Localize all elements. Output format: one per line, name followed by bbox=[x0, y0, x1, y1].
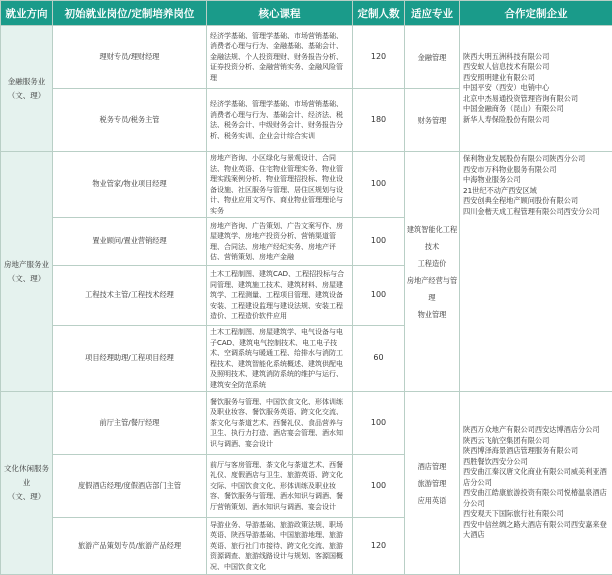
count-cell: 120 bbox=[353, 26, 405, 89]
major-cell: 财务管理 bbox=[405, 89, 460, 152]
table-row bbox=[1, 152, 612, 218]
position-cell: 税务专员/税务主管 bbox=[53, 89, 207, 152]
header-count: 定制人数 bbox=[353, 1, 405, 26]
enterprise-cell bbox=[460, 392, 612, 575]
header-enterprise: 合作定制企业 bbox=[460, 1, 612, 26]
courses-cell: 前厅与客房管理、茶文化与茶道艺术、西餐礼仪、度假酒店与卫生、旅游英语、跨文化交际、中国饮食文化、形体训练及职业妆容、餐饮服务与管理、酒水知识与调酒、餐厅营销策划、酒水知识与调酒、宴会设计 bbox=[207, 455, 353, 518]
direction-label: 金融服务业 bbox=[8, 77, 46, 86]
enterprise-item: 陕西万众地产有限公司西安达博酒店分公司 bbox=[463, 425, 609, 436]
enterprise-item: 西安中信丝绸之路大酒店有限公司西安嘉来登大酒店 bbox=[463, 520, 609, 541]
courses-cell: 经济学基础、管理学基础、市场营销基础、消费者心理与行为、基础会计、经济法、税法、税务会计、中级财务会计、财务报告分析、税务实训、企业会计综合实训 bbox=[207, 89, 353, 152]
table-row bbox=[1, 26, 612, 89]
enterprise-item: 陕西博泽海景酒店管理服务有限公司 bbox=[463, 446, 609, 457]
major-cell bbox=[405, 392, 460, 575]
enterprise-item: 21世纪不动产西安区域 bbox=[463, 186, 609, 197]
major-item: 物业管理 bbox=[405, 306, 459, 323]
enterprise-item: 陕西大明五洲科技有限公司 bbox=[463, 52, 609, 63]
count-cell: 100 bbox=[353, 218, 405, 266]
position-cell: 旅游产品策划专员/旅游产品经理 bbox=[53, 518, 207, 575]
major-item: 旅游管理 bbox=[405, 475, 459, 492]
major-item: 房地产经营与管理 bbox=[405, 272, 459, 306]
direction-sub: （文、理） bbox=[8, 492, 46, 501]
major-item: 酒店管理 bbox=[405, 458, 459, 475]
direction-cell bbox=[1, 152, 53, 392]
count-cell: 180 bbox=[353, 89, 405, 152]
enterprise-item: 西胜餐饮西安分公司 bbox=[463, 457, 609, 468]
major-item: 建筑智能化工程技术 bbox=[405, 221, 459, 255]
enterprise-item: 四川金楷天成工程管理有限公司西安分公司 bbox=[463, 207, 609, 218]
count-cell: 100 bbox=[353, 152, 405, 218]
position-cell: 物业管家/物业项目经理 bbox=[53, 152, 207, 218]
direction-sub: （文、理） bbox=[8, 91, 46, 100]
count-cell: 60 bbox=[353, 326, 405, 392]
enterprise-item: 中国平安（西安）电销中心 bbox=[463, 83, 609, 94]
header-major: 适应专业 bbox=[405, 1, 460, 26]
major-cell: 金融管理 bbox=[405, 26, 460, 89]
enterprise-item: 新华人寿保险股份有限公司 bbox=[463, 115, 609, 126]
enterprise-item: 西安市万科物业服务有限公司 bbox=[463, 165, 609, 176]
enterprise-item: 西安创典全程地产顾问股份有限公司 bbox=[463, 196, 609, 207]
enterprise-item: 保利物业发展股份有限公司陕西分公司 bbox=[463, 154, 609, 165]
position-cell: 置业顾问/置业营销经理 bbox=[53, 218, 207, 266]
courses-cell: 经济学基础、管理学基础、市场营销基础、消费者心理与行为、金融基础、基础会计、金融法规、个人投资理财、财务报告分析、证券投资分析、金融营销实务、金融风险管理 bbox=[207, 26, 353, 89]
courses-cell: 土木工程制图、建筑CAD、工程招投标与合同管理、建筑施工技术、建筑材料、房屋建筑学、工程测量、工程项目管理、建筑设备安装、工程建设监理与建设法规、安装工程造价、工程造价软件应用 bbox=[207, 266, 353, 326]
table-header bbox=[1, 1, 612, 26]
count-cell: 100 bbox=[353, 266, 405, 326]
enterprise-cell bbox=[460, 26, 612, 152]
enterprise-item: 西安曲江秦汉唐文化商业有限公司威美利亚酒店分公司 bbox=[463, 467, 609, 488]
direction-label: 文化休闲服务业 bbox=[4, 464, 49, 487]
direction-cell bbox=[1, 26, 53, 152]
header-courses: 核心课程 bbox=[207, 1, 353, 26]
major-cell bbox=[405, 152, 460, 392]
direction-sub: （文、理） bbox=[8, 274, 46, 283]
enterprise-item: 西安照明建业有限公司 bbox=[463, 73, 609, 84]
enterprise-item: 西安曲江皓康旅游投资有限公司悦椿温泉酒店分公司 bbox=[463, 488, 609, 509]
count-cell: 100 bbox=[353, 455, 405, 518]
direction-cell bbox=[1, 392, 53, 575]
header-direction: 就业方向 bbox=[1, 1, 53, 26]
count-cell: 100 bbox=[353, 392, 405, 455]
major-item: 工程造价 bbox=[405, 255, 459, 272]
courses-cell: 房地产咨询、广告策划、广告文案写作、房屋建筑学、房地产投资分析、营销渠道管理、合同法、房地产经纪实务、房地产评估、营销策划、房地产金融 bbox=[207, 218, 353, 266]
enterprise-item: 北京中杰易通投资管理咨询有限公司 bbox=[463, 94, 609, 105]
courses-cell: 餐饮服务与管理、中国饮食文化、形体训练及职业妆容、餐饮服务英语、跨文化交流、茶文化与茶道艺术、西餐礼仪、食品营养与卫生、执行力打造、酒店宴会管理、酒水知识与调酒、宴会设计 bbox=[207, 392, 353, 455]
enterprise-item: 中国金融商务（昆山）有限公司 bbox=[463, 104, 609, 115]
position-cell: 项目经理助理/工程项目经理 bbox=[53, 326, 207, 392]
courses-cell: 土木工程制图、房屋建筑学、电气设备与电子CAD、建筑电气控制技术、电工电子技术、空调系统与暖通工程、给排水与消防工程技术、建筑智能化系统概述、建筑供配电及照明技术、建筑消防系统的维护与运行、建筑安全防范系统 bbox=[207, 326, 353, 392]
major-item: 应用英语 bbox=[405, 492, 459, 509]
enterprise-item: 西安蚁人信息技术有限公司 bbox=[463, 62, 609, 73]
enterprise-item: 西安观天下国际旅行社有限公司 bbox=[463, 509, 609, 520]
enterprise-item: 陕西云飞航空集团有限公司 bbox=[463, 436, 609, 447]
enterprise-item: 中海物业服务公司 bbox=[463, 175, 609, 186]
courses-cell: 导游业务、导游基础、旅游政策法规、职场英语、陕西导游基础、中国旅游地理、旅游英语、旅行社门市接待、跨文化交流、旅游资源调查、旅游线路设计与规划、客源国概况、中国饮食文化 bbox=[207, 518, 353, 575]
position-cell: 理财专员/理财经理 bbox=[53, 26, 207, 89]
position-cell: 工程技术主管/工程技术经理 bbox=[53, 266, 207, 326]
courses-cell: 房地产咨询、小区绿化与景观设计、合同法、物业英语、住宅物业管理实务、物业管理实践案例分析、物业管理招投标、物业设备设施、社区服务与管理、居住区规划与设计、物业应用文写作、商业物业管理理论与实务 bbox=[207, 152, 353, 218]
position-cell: 度假酒店经理/度假酒店部门主管 bbox=[53, 455, 207, 518]
count-cell: 120 bbox=[353, 518, 405, 575]
position-cell: 前厅主管/餐厅经理 bbox=[53, 392, 207, 455]
direction-label: 房地产服务业 bbox=[4, 260, 49, 269]
header-position: 初始就业岗位/定制培养岗位 bbox=[53, 1, 207, 26]
table-row bbox=[1, 392, 612, 455]
enterprise-cell bbox=[460, 152, 612, 392]
